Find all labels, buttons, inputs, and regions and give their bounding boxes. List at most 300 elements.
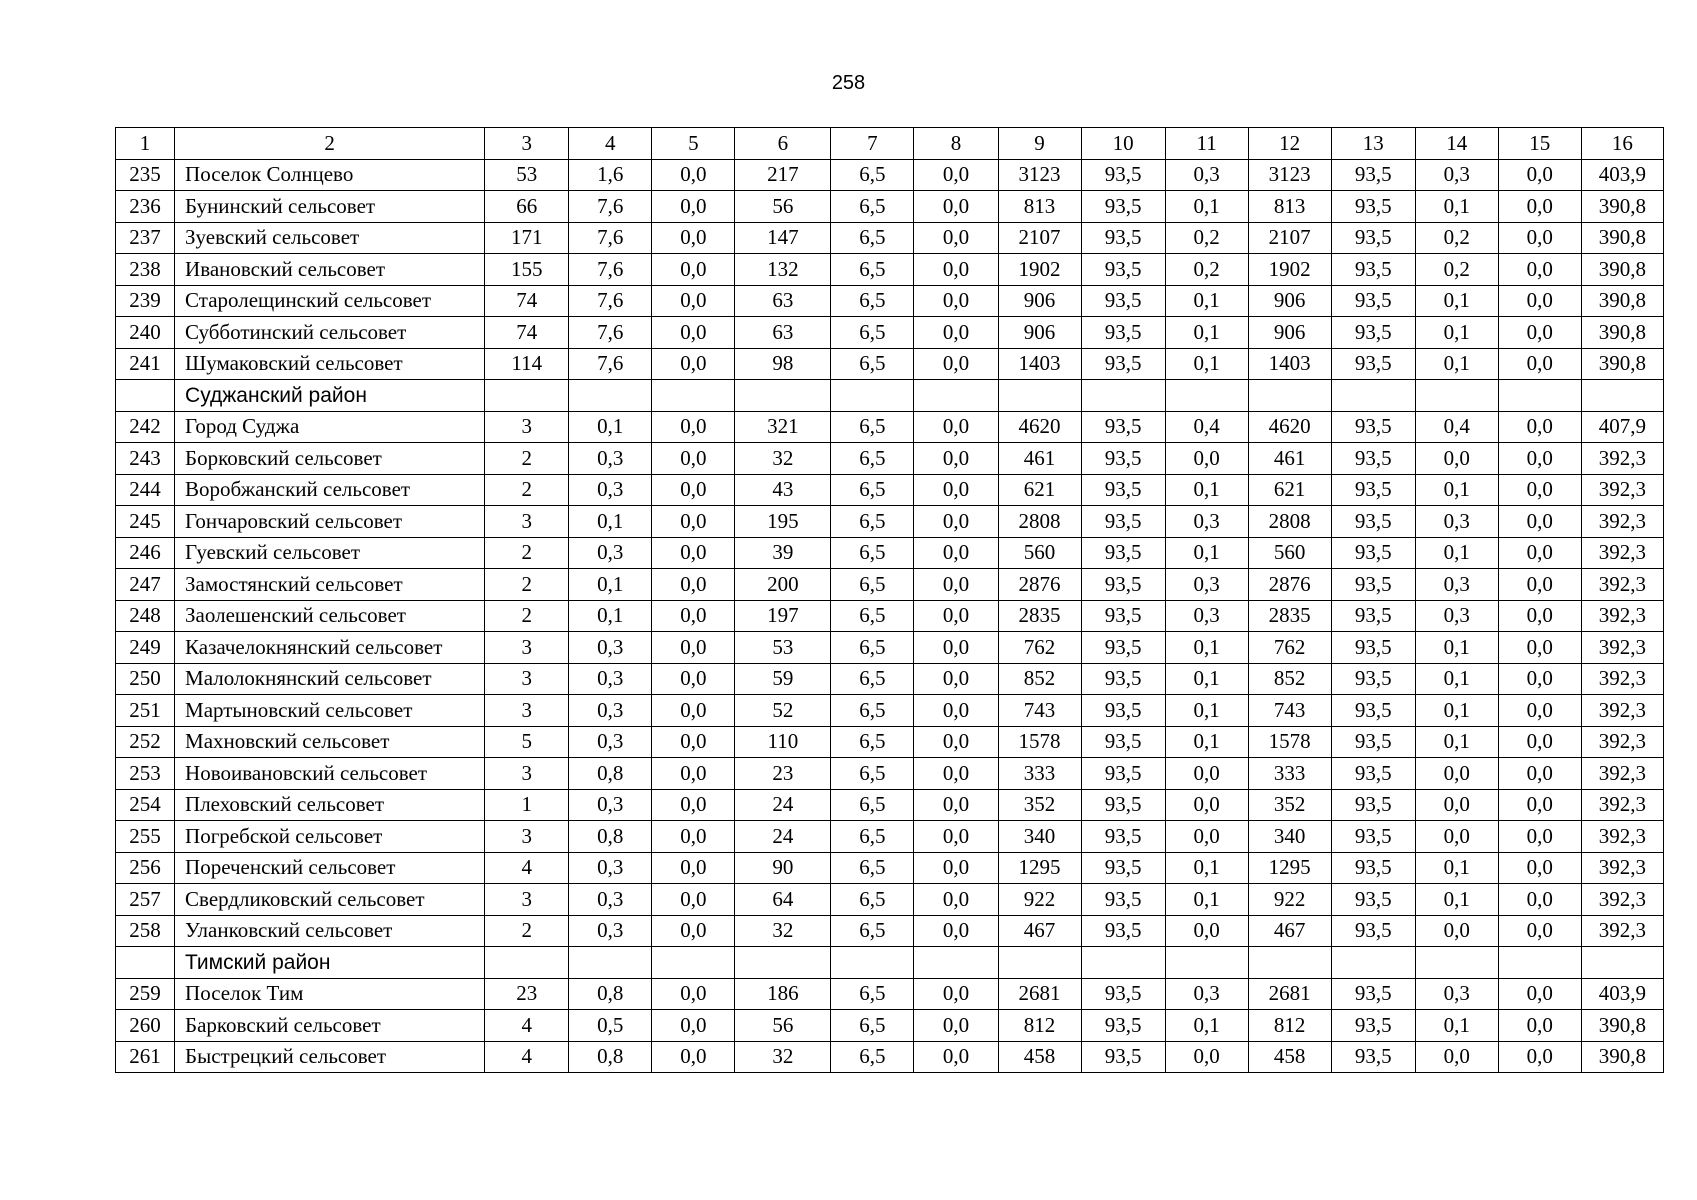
- table-cell: 0,8: [569, 821, 652, 853]
- table-cell: 0,1: [1415, 285, 1498, 317]
- table-cell: 93,5: [1331, 159, 1415, 191]
- table-cell: 0,0: [1415, 915, 1498, 947]
- table-cell: [1165, 380, 1248, 412]
- table-cell: 1902: [1248, 254, 1331, 286]
- table-cell: 0,3: [1165, 978, 1248, 1010]
- table-cell: 0,1: [1165, 191, 1248, 223]
- table-cell: 23: [735, 758, 831, 790]
- table-cell: 467: [998, 915, 1081, 947]
- table-cell: 93,5: [1331, 726, 1415, 758]
- table-cell: 0,0: [1498, 726, 1581, 758]
- table-cell: [569, 380, 652, 412]
- table-cell: 0,3: [1165, 506, 1248, 538]
- table-cell: 32: [735, 1041, 831, 1073]
- table-cell: 93,5: [1331, 222, 1415, 254]
- table-cell: 7,6: [569, 222, 652, 254]
- table-cell: 0,0: [914, 191, 998, 223]
- table-cell: 0,1: [1415, 317, 1498, 349]
- table-cell: [1081, 380, 1165, 412]
- table-cell: 392,3: [1581, 789, 1663, 821]
- table-cell: 0,3: [1415, 506, 1498, 538]
- table-cell: 93,5: [1081, 285, 1165, 317]
- table-cell: 321: [735, 411, 831, 443]
- table-cell: 0,0: [914, 1041, 998, 1073]
- column-header: 5: [652, 128, 735, 160]
- table-cell: 171: [485, 222, 569, 254]
- table-cell: 6,5: [831, 411, 914, 443]
- table-cell: 93,5: [1081, 600, 1165, 632]
- table-cell: 0,0: [652, 1010, 735, 1042]
- table-cell: 0,0: [1415, 758, 1498, 790]
- table-cell: 98: [735, 348, 831, 380]
- table-cell: 0,8: [569, 978, 652, 1010]
- table-cell: 0,1: [1165, 726, 1248, 758]
- table-cell: 0,0: [652, 317, 735, 349]
- table-cell: 0,1: [1165, 317, 1248, 349]
- table-cell: 0,3: [1165, 600, 1248, 632]
- table-cell: 0,3: [569, 915, 652, 947]
- table-cell: 0,0: [652, 222, 735, 254]
- table-cell: 2: [485, 915, 569, 947]
- settlement-name: Мартыновский сельсовет: [175, 695, 485, 727]
- settlement-name: Быстрецкий сельсовет: [175, 1041, 485, 1073]
- table-cell: 195: [735, 506, 831, 538]
- table-cell: 0,0: [652, 537, 735, 569]
- settlement-name: Заолешенский сельсовет: [175, 600, 485, 632]
- table-row: [116, 348, 1664, 380]
- table-cell: [1081, 947, 1165, 979]
- table-cell: 93,5: [1331, 852, 1415, 884]
- table-row: [116, 915, 1664, 947]
- settlement-name: Гончаровский сельсовет: [175, 506, 485, 538]
- row-number: 256: [116, 852, 175, 884]
- table-cell: 1403: [998, 348, 1081, 380]
- table-cell: 93,5: [1331, 600, 1415, 632]
- table-cell: 812: [1248, 1010, 1331, 1042]
- column-header: 14: [1415, 128, 1498, 160]
- table-cell: 0,1: [1165, 663, 1248, 695]
- table-row: [116, 852, 1664, 884]
- table-cell: 56: [735, 1010, 831, 1042]
- table-cell: 4: [485, 1010, 569, 1042]
- table-cell: 0,3: [569, 632, 652, 664]
- table-cell: 0,0: [1498, 285, 1581, 317]
- table-cell: [1581, 380, 1663, 412]
- table-cell: 0,0: [1498, 978, 1581, 1010]
- table-cell: 0,0: [652, 159, 735, 191]
- table-cell: 6,5: [831, 884, 914, 916]
- table-cell: 0,1: [1415, 632, 1498, 664]
- table-cell: 0,0: [1498, 537, 1581, 569]
- table-row: [116, 285, 1664, 317]
- table-cell: 2107: [998, 222, 1081, 254]
- table-cell: 93,5: [1331, 695, 1415, 727]
- row-number: 244: [116, 474, 175, 506]
- table-cell: 6,5: [831, 569, 914, 601]
- table-cell: 6,5: [831, 695, 914, 727]
- table-cell: 0,1: [1415, 726, 1498, 758]
- table-cell: 0,0: [652, 632, 735, 664]
- table-cell: 0,0: [652, 285, 735, 317]
- table-cell: 93,5: [1331, 663, 1415, 695]
- row-number: 245: [116, 506, 175, 538]
- table-cell: 0,0: [914, 506, 998, 538]
- table-cell: 0,3: [1165, 159, 1248, 191]
- row-number: 242: [116, 411, 175, 443]
- table-cell: 0,0: [914, 663, 998, 695]
- row-number: 235: [116, 159, 175, 191]
- table-cell: [1248, 380, 1331, 412]
- table-row: [116, 254, 1664, 286]
- table-cell: 906: [1248, 317, 1331, 349]
- column-header: 13: [1331, 128, 1415, 160]
- table-cell: 0,3: [1415, 159, 1498, 191]
- table-cell: 0,0: [914, 285, 998, 317]
- table-cell: 6,5: [831, 600, 914, 632]
- table-cell: [116, 947, 175, 979]
- row-number: 238: [116, 254, 175, 286]
- row-number: 257: [116, 884, 175, 916]
- table-cell: 0,0: [1165, 443, 1248, 475]
- table-cell: 147: [735, 222, 831, 254]
- table-row: [116, 600, 1664, 632]
- table-cell: 3123: [1248, 159, 1331, 191]
- table-cell: 0,0: [652, 852, 735, 884]
- table-cell: 93,5: [1331, 348, 1415, 380]
- table-cell: [1165, 947, 1248, 979]
- table-cell: 6,5: [831, 821, 914, 853]
- table-cell: 6,5: [831, 758, 914, 790]
- table-cell: [1415, 947, 1498, 979]
- table-cell: 56: [735, 191, 831, 223]
- table-cell: 0,1: [1415, 348, 1498, 380]
- table-cell: 6,5: [831, 159, 914, 191]
- table-cell: 0,1: [1165, 632, 1248, 664]
- table-row: [116, 758, 1664, 790]
- table-cell: 333: [998, 758, 1081, 790]
- table-cell: 0,0: [1498, 789, 1581, 821]
- table-cell: [831, 380, 914, 412]
- table-cell: 0,0: [914, 159, 998, 191]
- table-cell: 0,3: [1415, 600, 1498, 632]
- table-cell: 6,5: [831, 632, 914, 664]
- table-cell: 0,0: [1165, 915, 1248, 947]
- table-cell: 90: [735, 852, 831, 884]
- table-cell: 0,0: [652, 506, 735, 538]
- table-cell: 3: [485, 506, 569, 538]
- table-cell: 93,5: [1331, 254, 1415, 286]
- table-cell: 0,0: [652, 821, 735, 853]
- table-cell: 0,0: [652, 600, 735, 632]
- table-cell: 93,5: [1081, 506, 1165, 538]
- table-cell: 0,1: [1415, 1010, 1498, 1042]
- table-cell: 0,0: [652, 191, 735, 223]
- column-header: 10: [1081, 128, 1165, 160]
- table-cell: 390,8: [1581, 317, 1663, 349]
- section-row: [116, 947, 1664, 979]
- table-cell: 0,0: [652, 254, 735, 286]
- table-cell: 6,5: [831, 474, 914, 506]
- table-cell: 3: [485, 884, 569, 916]
- table-cell: 63: [735, 317, 831, 349]
- table-row: [116, 569, 1664, 601]
- row-number: 243: [116, 443, 175, 475]
- table-cell: 93,5: [1331, 537, 1415, 569]
- table-cell: 390,8: [1581, 191, 1663, 223]
- table-cell: 0,3: [569, 726, 652, 758]
- table-cell: 392,3: [1581, 695, 1663, 727]
- row-number: 247: [116, 569, 175, 601]
- table-cell: 0,0: [914, 348, 998, 380]
- table-cell: 93,5: [1331, 821, 1415, 853]
- table-cell: 0,0: [914, 758, 998, 790]
- table-cell: 0,0: [1498, 915, 1581, 947]
- table-cell: 407,9: [1581, 411, 1663, 443]
- table-cell: 560: [1248, 537, 1331, 569]
- table-cell: 7,6: [569, 285, 652, 317]
- table-cell: [1581, 947, 1663, 979]
- table-cell: 461: [1248, 443, 1331, 475]
- row-number: 258: [116, 915, 175, 947]
- table-cell: 6,5: [831, 222, 914, 254]
- row-number: 260: [116, 1010, 175, 1042]
- table-cell: 7,6: [569, 254, 652, 286]
- table-row: [116, 411, 1664, 443]
- table-row: [116, 474, 1664, 506]
- header-row: [116, 128, 1664, 160]
- table-cell: 0,3: [1415, 569, 1498, 601]
- row-number: 236: [116, 191, 175, 223]
- settlement-name: Город Суджа: [175, 411, 485, 443]
- table-cell: 340: [998, 821, 1081, 853]
- table-cell: 0,3: [569, 695, 652, 727]
- table-cell: 93,5: [1081, 443, 1165, 475]
- table-cell: 0,0: [652, 978, 735, 1010]
- table-cell: 1,6: [569, 159, 652, 191]
- table-cell: 0,4: [1165, 411, 1248, 443]
- table-cell: [1331, 947, 1415, 979]
- table-cell: 2835: [998, 600, 1081, 632]
- section-title: Суджанский район: [175, 380, 485, 412]
- table-cell: 110: [735, 726, 831, 758]
- table-cell: 0,1: [1165, 537, 1248, 569]
- table-cell: 2681: [1248, 978, 1331, 1010]
- column-header: 9: [998, 128, 1081, 160]
- table-cell: 93,5: [1081, 663, 1165, 695]
- table-cell: 93,5: [1081, 789, 1165, 821]
- table-cell: 0,0: [1165, 821, 1248, 853]
- table-cell: 197: [735, 600, 831, 632]
- table-cell: 0,0: [1498, 632, 1581, 664]
- table-cell: 6,5: [831, 285, 914, 317]
- table-cell: 93,5: [1081, 348, 1165, 380]
- table-cell: 0,0: [652, 569, 735, 601]
- table-cell: 0,3: [1415, 978, 1498, 1010]
- row-number: 240: [116, 317, 175, 349]
- table-cell: 0,1: [1415, 474, 1498, 506]
- table-cell: 906: [998, 285, 1081, 317]
- table-cell: 0,0: [1498, 600, 1581, 632]
- row-number: 237: [116, 222, 175, 254]
- table-cell: 813: [1248, 191, 1331, 223]
- table-row: [116, 1010, 1664, 1042]
- table-cell: 0,8: [569, 1041, 652, 1073]
- table-cell: 6,5: [831, 443, 914, 475]
- table-cell: 7,6: [569, 191, 652, 223]
- row-number: 241: [116, 348, 175, 380]
- data-table: [115, 127, 1664, 1073]
- table-cell: 93,5: [1081, 569, 1165, 601]
- table-cell: 2835: [1248, 600, 1331, 632]
- table-cell: 93,5: [1331, 1010, 1415, 1042]
- row-number: 250: [116, 663, 175, 695]
- table-cell: 906: [1248, 285, 1331, 317]
- settlement-name: Поселок Солнцево: [175, 159, 485, 191]
- settlement-name: Пореченский сельсовет: [175, 852, 485, 884]
- table-cell: 0,3: [569, 789, 652, 821]
- table-cell: 52: [735, 695, 831, 727]
- table-cell: 0,1: [1415, 884, 1498, 916]
- table-cell: 0,3: [569, 443, 652, 475]
- table-cell: 93,5: [1081, 1010, 1165, 1042]
- table-cell: 93,5: [1331, 758, 1415, 790]
- table-cell: 7,6: [569, 317, 652, 349]
- table-cell: 93,5: [1081, 978, 1165, 1010]
- table-cell: 0,1: [1415, 663, 1498, 695]
- table-cell: 4620: [1248, 411, 1331, 443]
- table-cell: 39: [735, 537, 831, 569]
- table-cell: 93,5: [1331, 632, 1415, 664]
- table-cell: 392,3: [1581, 569, 1663, 601]
- table-cell: 762: [1248, 632, 1331, 664]
- table-cell: 93,5: [1331, 191, 1415, 223]
- row-number: 239: [116, 285, 175, 317]
- table-row: [116, 191, 1664, 223]
- table-cell: [652, 947, 735, 979]
- column-header: 6: [735, 128, 831, 160]
- table-cell: 4: [485, 1041, 569, 1073]
- table-cell: 6,5: [831, 348, 914, 380]
- table-cell: 1295: [1248, 852, 1331, 884]
- table-cell: 0,2: [1415, 222, 1498, 254]
- table-cell: 333: [1248, 758, 1331, 790]
- table-cell: 24: [735, 789, 831, 821]
- table-cell: 0,0: [1498, 663, 1581, 695]
- page-number: 258: [831, 72, 866, 94]
- table-cell: 403,9: [1581, 159, 1663, 191]
- table-row: [116, 222, 1664, 254]
- table-cell: 852: [998, 663, 1081, 695]
- table-cell: 0,0: [914, 789, 998, 821]
- table-cell: 0,0: [1498, 506, 1581, 538]
- table-cell: 93,5: [1331, 285, 1415, 317]
- table-cell: 93,5: [1081, 1041, 1165, 1073]
- table-row: [116, 537, 1664, 569]
- table-cell: 352: [1248, 789, 1331, 821]
- table-cell: [569, 947, 652, 979]
- table-cell: 1902: [998, 254, 1081, 286]
- table-cell: [485, 947, 569, 979]
- table-cell: 3: [485, 758, 569, 790]
- table-cell: 63: [735, 285, 831, 317]
- settlement-name: Воробжанский сельсовет: [175, 474, 485, 506]
- table-cell: 93,5: [1081, 191, 1165, 223]
- table-cell: 0,0: [914, 474, 998, 506]
- table-cell: 0,1: [1165, 884, 1248, 916]
- table-cell: 93,5: [1331, 789, 1415, 821]
- table-cell: 53: [735, 632, 831, 664]
- table-cell: 392,3: [1581, 726, 1663, 758]
- column-header: 12: [1248, 128, 1331, 160]
- column-header: 8: [914, 128, 998, 160]
- row-number: 246: [116, 537, 175, 569]
- table-cell: 59: [735, 663, 831, 695]
- table-cell: 114: [485, 348, 569, 380]
- table-cell: 6,5: [831, 506, 914, 538]
- table-cell: 93,5: [1081, 632, 1165, 664]
- table-row: [116, 506, 1664, 538]
- table-cell: 93,5: [1331, 915, 1415, 947]
- row-number: 248: [116, 600, 175, 632]
- table-cell: 0,2: [1165, 254, 1248, 286]
- table-cell: 0,0: [1498, 191, 1581, 223]
- table-cell: 0,0: [1498, 884, 1581, 916]
- table-cell: 467: [1248, 915, 1331, 947]
- table-cell: 93,5: [1081, 317, 1165, 349]
- table-cell: 812: [998, 1010, 1081, 1042]
- table-cell: 2: [485, 569, 569, 601]
- table-cell: 392,3: [1581, 600, 1663, 632]
- table-cell: 1: [485, 789, 569, 821]
- settlement-name: Шумаковский сельсовет: [175, 348, 485, 380]
- table-cell: 0,1: [569, 569, 652, 601]
- column-header: 16: [1581, 128, 1663, 160]
- table-cell: 93,5: [1081, 915, 1165, 947]
- table-cell: 93,5: [1081, 222, 1165, 254]
- settlement-name: Новоивановский сельсовет: [175, 758, 485, 790]
- table-cell: 0,5: [569, 1010, 652, 1042]
- table-cell: 66: [485, 191, 569, 223]
- table-cell: 43: [735, 474, 831, 506]
- table-cell: 0,3: [569, 852, 652, 884]
- table-cell: 0,0: [652, 726, 735, 758]
- table-cell: [1248, 947, 1331, 979]
- table-cell: 0,0: [652, 1041, 735, 1073]
- table-cell: 560: [998, 537, 1081, 569]
- table-cell: 4620: [998, 411, 1081, 443]
- column-header: 11: [1165, 128, 1248, 160]
- table-cell: 3: [485, 821, 569, 853]
- table-cell: [1498, 380, 1581, 412]
- column-header: 15: [1498, 128, 1581, 160]
- table-cell: 6,5: [831, 1041, 914, 1073]
- table-cell: 0,0: [652, 443, 735, 475]
- settlement-name: Замостянский сельсовет: [175, 569, 485, 601]
- table-cell: 6,5: [831, 978, 914, 1010]
- table-cell: 390,8: [1581, 1010, 1663, 1042]
- column-header: 1: [116, 128, 175, 160]
- table-cell: 155: [485, 254, 569, 286]
- table-cell: 74: [485, 317, 569, 349]
- table-cell: 0,3: [569, 884, 652, 916]
- table-cell: [116, 380, 175, 412]
- table-cell: 217: [735, 159, 831, 191]
- table-cell: 392,3: [1581, 852, 1663, 884]
- table-cell: 1578: [998, 726, 1081, 758]
- table-cell: 392,3: [1581, 915, 1663, 947]
- table-row: [116, 884, 1664, 916]
- settlement-name: Борковский сельсовет: [175, 443, 485, 475]
